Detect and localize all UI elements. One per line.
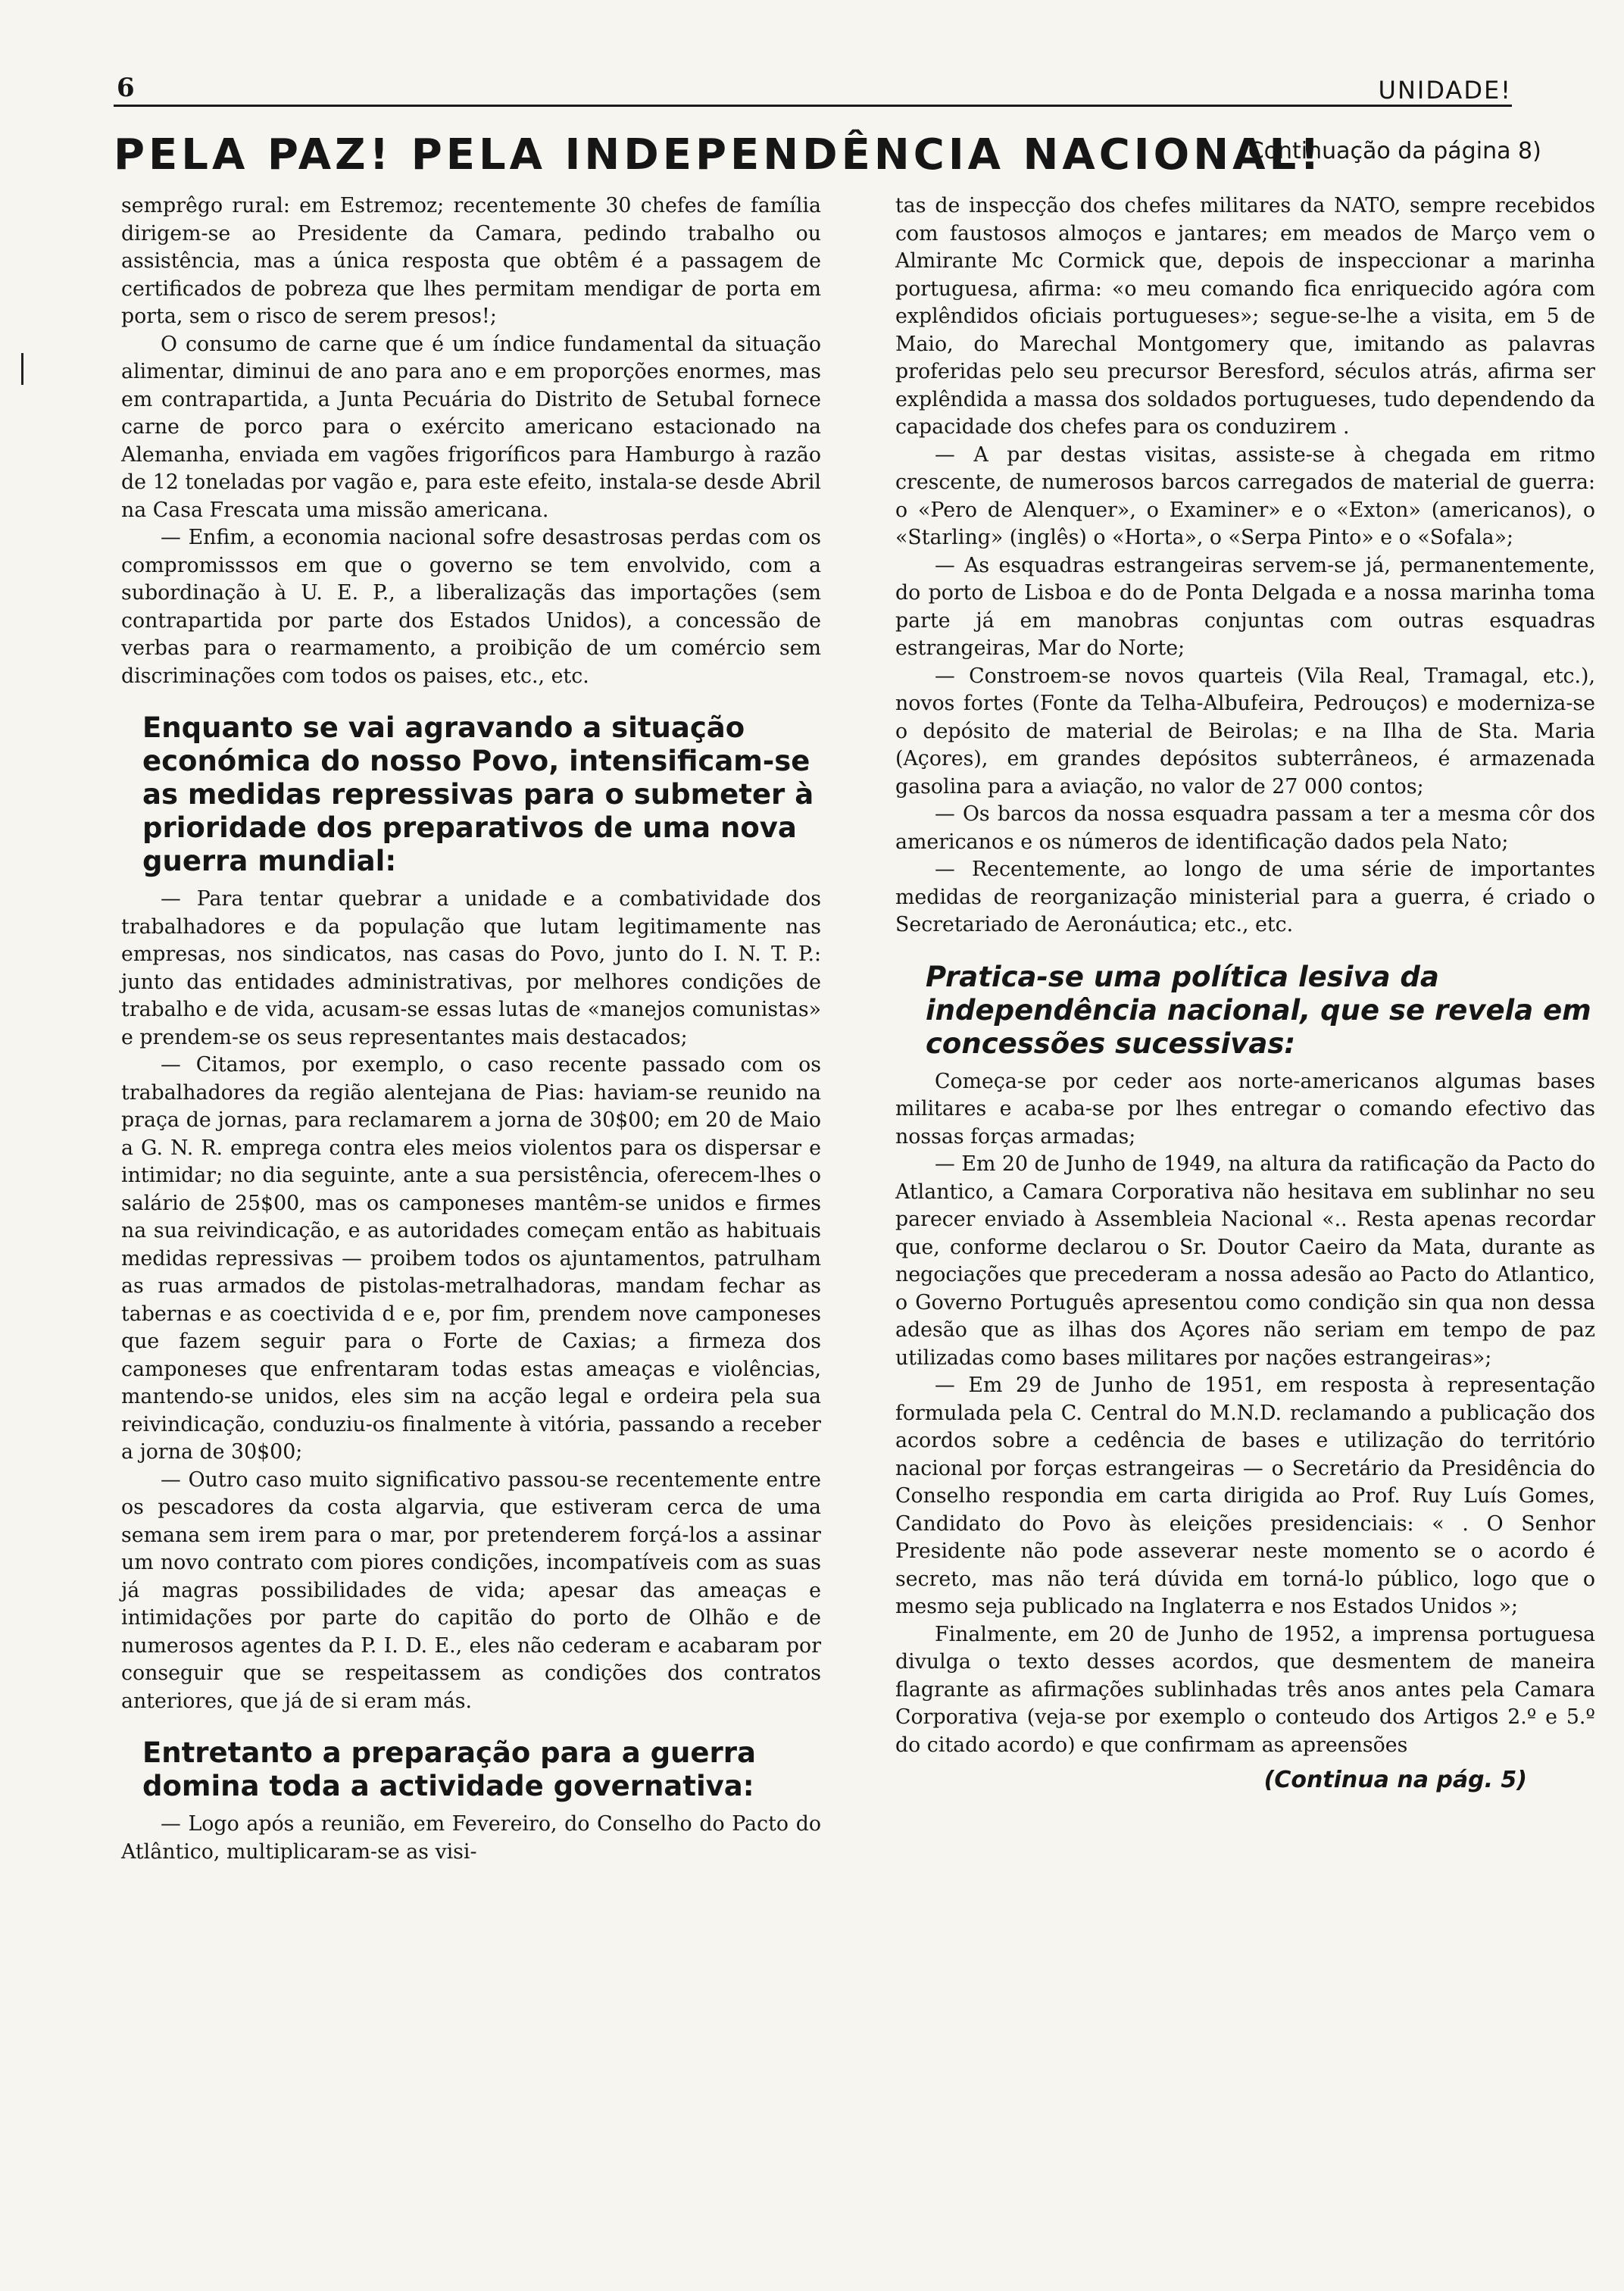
paragraph: — Para tentar quebrar a unidade e a combatividade dos trabalhadores e da população que lutam legitimamente nas empresas, nos sindicatos, nas casas do Povo, junto do I. N. T. P.: junto das entidades administrativas, por melhores condições de trabalho e de vida, acusam-se essas lutas de «manejos comunistas» e prendem-se os seus representantes mais destacados; [121, 887, 821, 1049]
continuation-note: (Continua na pág. 5) [1263, 1767, 1527, 1793]
paragraph: semprêgo rural: em Estremoz; recentemente 30 chefes de família dirigem-se ao Presidente da Camara, pedindo trabalho ou assistência, mas a única resposta que obtêm é a passagem de certificados de pobreza que lhes permitam mendigar de porta em porta, sem o risco de serem presos!; [121, 194, 821, 328]
section-heading: Pratica-se uma política lesiva da independência nacional, que se revela em concessões sucessivas: [926, 960, 1591, 1060]
page-number: 6 [117, 73, 135, 103]
section-heading: Enquanto se vai agravando a situação económica do nosso Povo, intensificam-se as medidas repressivas para o submeter à prioridade dos preparativos de uma nova guerra mundial: [142, 711, 814, 877]
paragraph: — Em 29 de Junho de 1951, em resposta à representação formulada pela C. Central do M.N.D. reclamando a publicação dos acordos sobre a cedência de bases e utilização do território nacional por forças estrangeiras — o Secretário da Presidência do Conselho respondia em carta dirigida ao Prof. Ruy Luís Gomes, Candidato do Povo às eleições presidenciais: « . O Senhor Presidente não pode asseverar neste momento se o acordo é secreto, mas não terá dúvida em torná-lo público, logo que o mesmo seja publicado na Inglaterra e nos Estados Unidos »; [895, 1374, 1595, 1618]
paragraph: — Recentemente, ao longo de uma série de importantes medidas de reorganização ministerial para a guerra, é criado o Secretariado de Aeronáutica; etc., etc. [895, 858, 1595, 936]
paragraph: O consumo de carne que é um índice fundamental da situação alimentar, diminui de ano para ano e em proporções enormes, mas em contrapartida, a Junta Pecuária do Distrito de Setubal fornece carne de porco para o exército americano estacionado na Alemanha, enviada em vagões frigoríficos para Hamburgo à razão de 12 toneladas por vagão e, para este efeito, instala-se desde Abril na Casa Frescata uma missão americana. [121, 332, 821, 522]
paragraph: — Os barcos da nossa esquadra passam a ter a mesma côr dos americanos e os números de identificação dados pela Nato; [895, 802, 1595, 854]
paragraph: Finalmente, em 20 de Junho de 1952, a imprensa portuguesa divulga o texto desses acordos, que desmentem de maneira flagrante as afirmações sublinhadas três anos antes pela Camara Corporativa (veja-se por exemplo o conteudo dos Artigos 2.º e 5.º do citado acordo) e que confirmam as apreensões [895, 1622, 1595, 1757]
publication-name: UNIDADE! [1378, 76, 1512, 105]
headline: PELA PAZ! PELA INDEPENDÊNCIA NACIONAL! [114, 130, 1323, 180]
right-column [895, 192, 1595, 1795]
paragraph: Começa-se por ceder aos norte-americanos algumas bases militares e acaba-se por lhes entregar o comando efectivo das nossas forças armadas; [895, 1069, 1595, 1149]
margin-mark [21, 353, 23, 385]
page-header [114, 70, 1512, 107]
continuation-note: (Continuação da página 8) [1239, 138, 1541, 164]
paragraph: — Logo após a reunião, em Fevereiro, do Conselho do Pacto do Atlântico, multiplicaram-se as visi- [121, 1812, 821, 1864]
section-heading: Entretanto a preparação para a guerra domina toda a actividade governativa: [142, 1736, 756, 1802]
paragraph: — Em 20 de Junho de 1949, na altura da ratificação da Pacto do Atlantico, a Camara Corporativa não hesitava em sublinhar no seu parecer enviado à Assembleia Nacional «.. Resta apenas recordar que, conforme declarou o Sr. Doutor Caeiro da Mata, durante as negociações que precederam a nossa adesão ao Pacto do Atlantico, o Governo Português apresentou como condição sin qua non dessa adesão que as ilhas dos Açores não seriam em tempo de paz utilizadas como bases militares por nações estrangeiras»; [895, 1152, 1595, 1370]
paragraph: — Citamos, por exemplo, o caso recente passado com os trabalhadores da região alentejana de Pias: haviam-se reunido na praça de jornas, para reclamarem a jorna de 30$00; em 20 de Maio a G. N. R. emprega contra eles meios violentos para os dispersar e intimidar; no dia seguinte, ante a sua persistência, oferecem-lhes o salário de 25$00, mas os camponeses mantêm-se unidos e firmes na sua reivindicação, e as autoridades começam então as habituais medidas repressivas — proibem todos os ajuntamentos, patrulham as ruas armados de pistolas-metralhadoras, mandam fechar as tabernas e as coectivida d e e, por fim, prendem nove camponeses que fazem seguir para o Forte de Caxias; a firmeza dos camponeses que enfrentaram todas estas ameaças e violências, mantendo-se unidos, eles sim na acção legal e ordeira pela sua reivindicação, conduziu-os finalmente à vitória, passando a receber a jorna de 30$00; [121, 1053, 821, 1464]
left-column [121, 192, 821, 1866]
paragraph: — Constroem-se novos quarteis (Vila Real, Tramagal, etc.), novos fortes (Fonte da Telha-Albufeira, Pedrouços) e moderniza-se o depósito de material de Beirolas; e na Ilha de Sta. Maria (Açores), em grandes depósitos subterrâneos, é armazenada gasolina para a aviação, no valor de 27 000 contos; [895, 664, 1595, 799]
paragraph: — A par destas visitas, assiste-se à chegada em ritmo crescente, de numerosos barcos carregados de material de guerra: o «Pero de Alenquer», o Examiner» e o «Exton» (americanos), o «Starling» (inglês) o «Horta», o «Serpa Pinto» e o «Sofala»; [895, 442, 1595, 549]
paragraph: — Enfim, a economia nacional sofre desastrosas perdas com os compromisssos em que o governo se tem envolvido, com a subordinação à U. E. P., a liberalizaçãs das importações (sem contrapartida por parte dos Estados Unidos), a concessão de verbas para o rearmamento, a proibição de um comércio sem discriminações com todos os paises, etc., etc. [121, 526, 821, 688]
paragraph: — Outro caso muito significativo passou-se recentemente entre os pescadores da costa algarvia, que estiveram cerca de uma semana sem irem para o mar, por pretenderem forçá-los a assinar um novo contrato com piores condições, incompatíveis com as suas já magras possibilidades de vida; apesar das ameaças e intimidações por parte do capitão do porto de Olhão e de numerosos agentes da P. I. D. E., eles não cederam e acabaram por conseguir que se respeitassem as condições dos contratos anteriores, que já de si eram más. [121, 1467, 821, 1713]
paragraph: tas de inspecção dos chefes militares da NATO, sempre recebidos com faustosos almoços e jantares; em meados de Março vem o Almirante Mc Cormick que, depois de inspeccionar a marinha portuguesa, afirma: «o meu comando fica enriquecido agóra com explêndidos oficiais portugueses»; segue-se-lhe a visita, em 5 de Maio, do Marechal Montgomery que, imitando as palavras proferidas pelo seu precursor Beresford, séculos atrás, afirma ser explêndida a massa dos soldados portugueses, tudo dependendo da capacidade dos chefes para os conduzirem . [895, 194, 1595, 439]
paragraph: — As esquadras estrangeiras servem-se já, permanentemente, do porto de Lisboa e do de Ponta Delgada e a nossa marinha toma parte já em manobras conjuntas com outras esquadras estrangeiras, Mar do Norte; [895, 553, 1595, 660]
